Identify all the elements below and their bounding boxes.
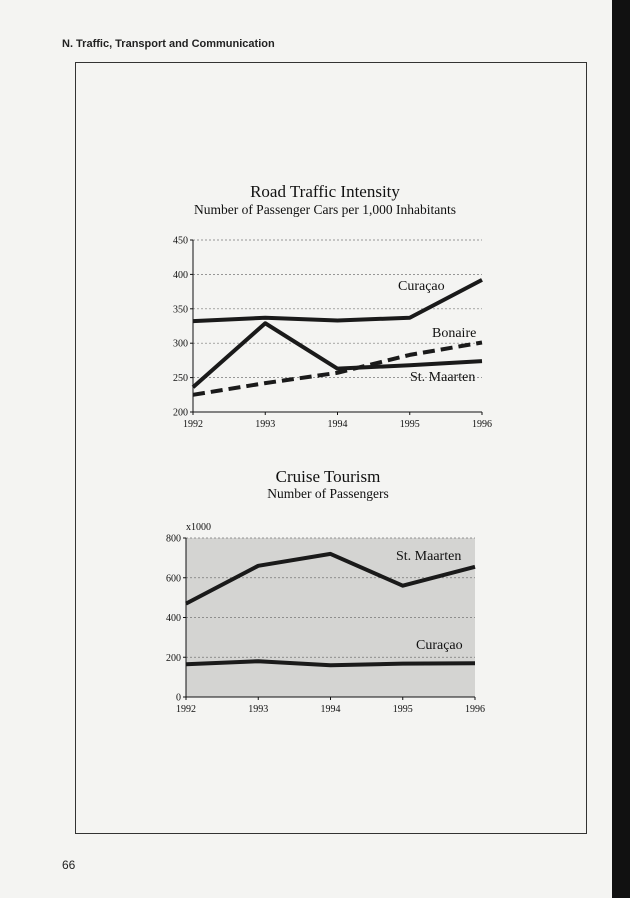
x-tick-label: 1996 — [465, 704, 485, 715]
y-unit-label: x1000 — [186, 522, 211, 533]
series-label-st-maarten: St. Maarten — [410, 370, 476, 385]
x-tick-label: 1995 — [399, 419, 420, 430]
y-tick-label: 600 — [166, 573, 181, 585]
chart-title: Road Traffic Intensity — [250, 182, 400, 201]
series-label-cura-ao: Curaçao — [398, 279, 445, 294]
x-tick-label: 1993 — [248, 704, 269, 715]
chart-title: Cruise Tourism — [275, 467, 381, 486]
y-tick-label: 200 — [166, 652, 181, 664]
y-tick-label: 400 — [166, 613, 181, 624]
page-number: 66 — [62, 858, 76, 872]
y-tick-label: 450 — [173, 235, 188, 247]
x-tick-label: 1994 — [320, 704, 341, 715]
y-tick-label: 0 — [176, 692, 181, 704]
chart-subtitle: Number of Passenger Cars per 1,000 Inhabitants — [193, 202, 457, 217]
section-header: N. Traffic, Transport and Communication — [62, 38, 275, 50]
series-label-cura-ao: Curaçao — [416, 638, 463, 653]
y-tick-label: 200 — [173, 407, 188, 419]
y-tick-label: 300 — [173, 338, 188, 350]
x-tick-label: 1994 — [327, 419, 348, 430]
x-tick-label: 1992 — [176, 704, 196, 715]
series-label-bonaire: Bonaire — [432, 326, 477, 341]
y-tick-label: 800 — [166, 533, 181, 545]
x-tick-label: 1992 — [183, 419, 203, 430]
x-tick-label: 1993 — [255, 419, 276, 430]
y-tick-label: 350 — [173, 304, 188, 316]
series-label-st-maarten: St. Maarten — [396, 549, 462, 564]
y-tick-label: 400 — [173, 269, 188, 281]
x-tick-label: 1995 — [392, 704, 413, 715]
chart-subtitle: Number of Passengers — [267, 486, 389, 501]
x-tick-label: 1996 — [472, 419, 492, 430]
y-tick-label: 250 — [173, 373, 188, 385]
